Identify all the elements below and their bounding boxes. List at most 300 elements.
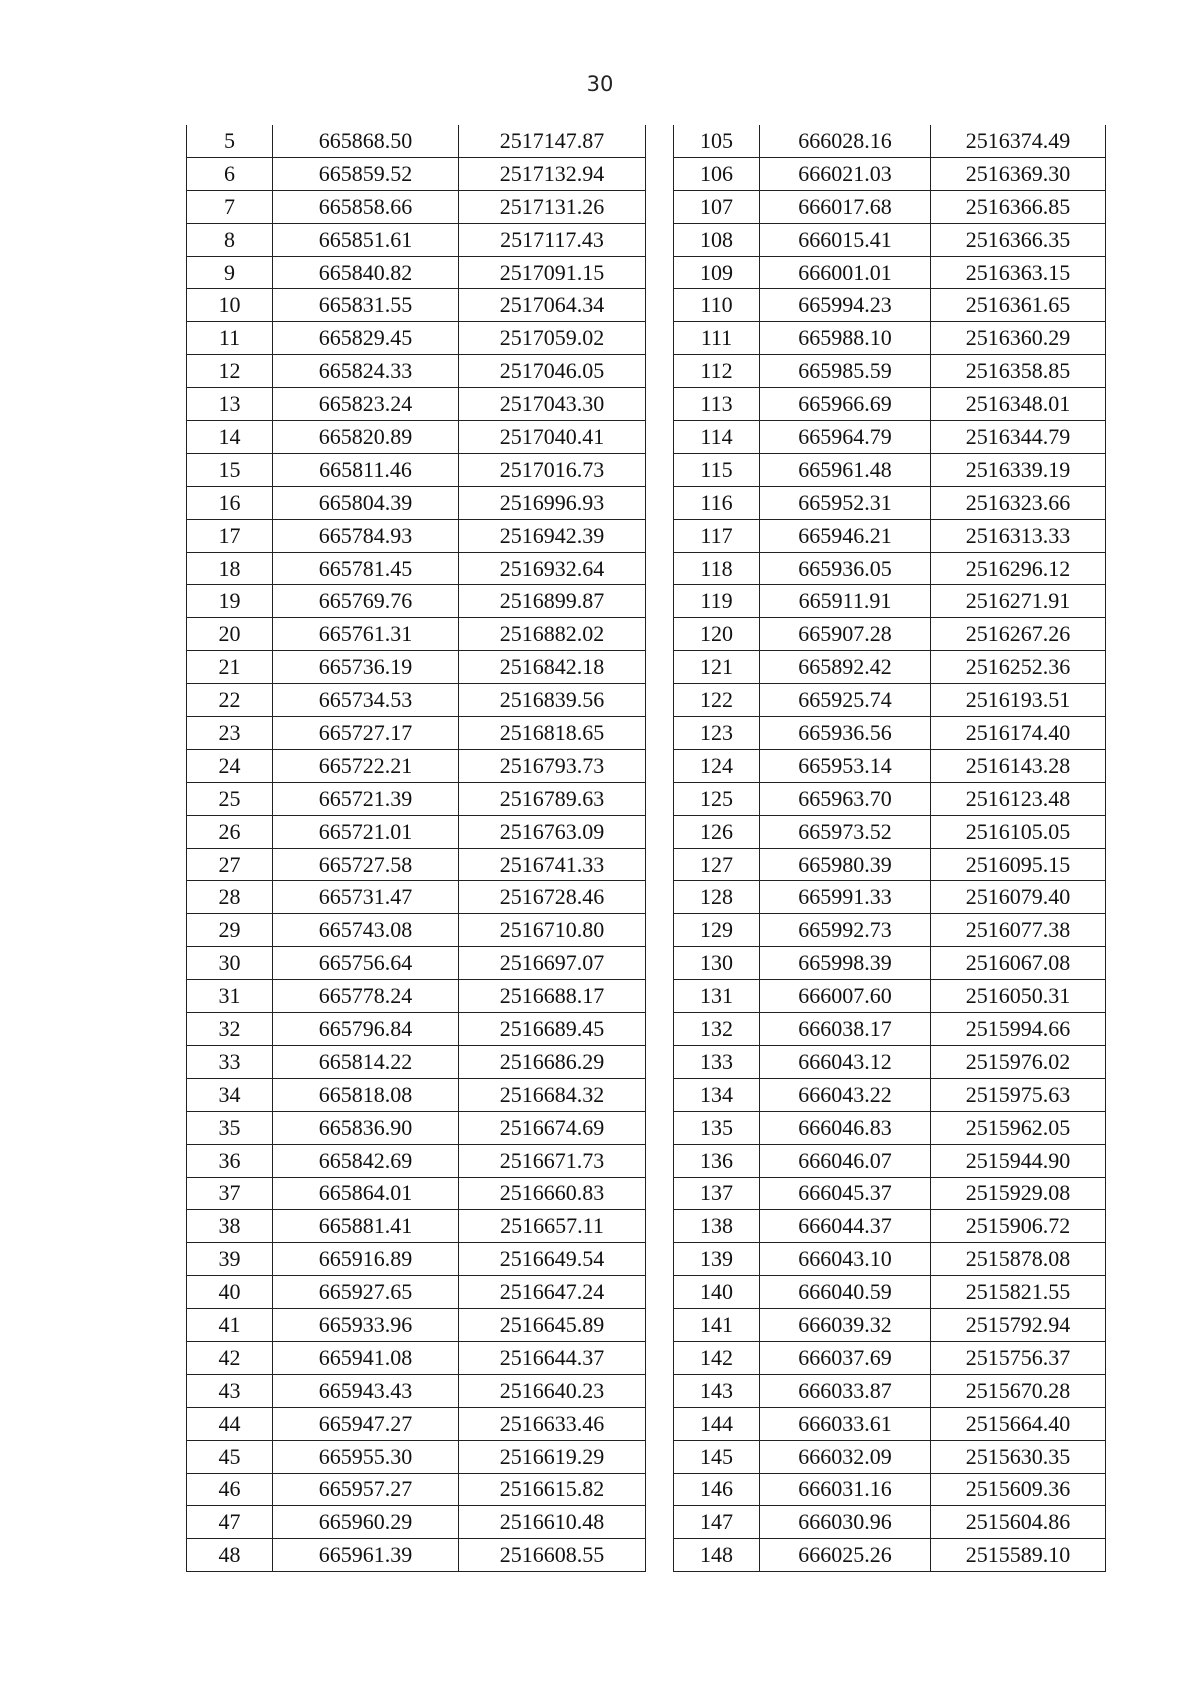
y-coordinate-cell: 2516067.08 — [931, 947, 1106, 980]
x-coordinate-cell: 665829.45 — [273, 322, 459, 355]
point-number-cell: 32 — [187, 1013, 273, 1046]
y-coordinate-cell: 2516348.01 — [931, 388, 1106, 421]
point-number-cell: 19 — [187, 585, 273, 618]
table-row — [187, 1506, 646, 1539]
page-number: 30 — [586, 72, 614, 96]
y-coordinate-cell: 2516050.31 — [931, 980, 1106, 1013]
x-coordinate-cell: 665820.89 — [273, 421, 459, 454]
point-number-cell: 133 — [674, 1045, 760, 1078]
x-coordinate-cell: 666025.26 — [760, 1539, 931, 1572]
y-coordinate-cell: 2515975.63 — [931, 1078, 1106, 1111]
table-row — [674, 552, 1106, 585]
table-row — [187, 1276, 646, 1309]
point-number-cell: 123 — [674, 717, 760, 750]
point-number-cell: 10 — [187, 289, 273, 322]
point-number-cell: 146 — [674, 1473, 760, 1506]
point-number-cell: 41 — [187, 1309, 273, 1342]
point-number-cell: 114 — [674, 421, 760, 454]
x-coordinate-cell: 665936.05 — [760, 552, 931, 585]
table-row — [187, 1045, 646, 1078]
point-number-cell: 29 — [187, 914, 273, 947]
x-coordinate-cell: 665933.96 — [273, 1309, 459, 1342]
y-coordinate-cell: 2516644.37 — [459, 1341, 646, 1374]
point-number-cell: 122 — [674, 684, 760, 717]
table-row — [187, 519, 646, 552]
y-coordinate-cell: 2517040.41 — [459, 421, 646, 454]
table-row — [674, 256, 1106, 289]
x-coordinate-cell: 665811.46 — [273, 453, 459, 486]
y-coordinate-cell: 2516674.69 — [459, 1111, 646, 1144]
point-number-cell: 137 — [674, 1177, 760, 1210]
point-number-cell: 34 — [187, 1078, 273, 1111]
point-number-cell: 141 — [674, 1309, 760, 1342]
point-number-cell: 130 — [674, 947, 760, 980]
x-coordinate-cell: 665840.82 — [273, 256, 459, 289]
x-coordinate-cell: 665851.61 — [273, 223, 459, 256]
table-row — [187, 1407, 646, 1440]
table-row — [187, 223, 646, 256]
x-coordinate-cell: 665991.33 — [760, 881, 931, 914]
x-coordinate-cell: 666032.09 — [760, 1440, 931, 1473]
x-coordinate-cell: 666031.16 — [760, 1473, 931, 1506]
point-number-cell: 142 — [674, 1341, 760, 1374]
table-row — [674, 1210, 1106, 1243]
y-coordinate-cell: 2516079.40 — [931, 881, 1106, 914]
y-coordinate-cell: 2515994.66 — [931, 1013, 1106, 1046]
table-row — [187, 1013, 646, 1046]
x-coordinate-cell: 666033.61 — [760, 1407, 931, 1440]
x-coordinate-cell: 665727.17 — [273, 717, 459, 750]
y-coordinate-cell: 2516899.87 — [459, 585, 646, 618]
point-number-cell: 144 — [674, 1407, 760, 1440]
point-number-cell: 22 — [187, 684, 273, 717]
x-coordinate-cell: 665957.27 — [273, 1473, 459, 1506]
x-coordinate-cell: 665892.42 — [760, 651, 931, 684]
y-coordinate-cell: 2516252.36 — [931, 651, 1106, 684]
x-coordinate-cell: 665818.08 — [273, 1078, 459, 1111]
coordinate-table-right — [673, 125, 1106, 1572]
point-number-cell: 30 — [187, 947, 273, 980]
x-coordinate-cell: 665925.74 — [760, 684, 931, 717]
table-row — [674, 421, 1106, 454]
y-coordinate-cell: 2515756.37 — [931, 1341, 1106, 1374]
point-number-cell: 8 — [187, 223, 273, 256]
y-coordinate-cell: 2516882.02 — [459, 618, 646, 651]
y-coordinate-cell: 2516686.29 — [459, 1045, 646, 1078]
x-coordinate-cell: 665955.30 — [273, 1440, 459, 1473]
point-number-cell: 148 — [674, 1539, 760, 1572]
y-coordinate-cell: 2516932.64 — [459, 552, 646, 585]
point-number-cell: 37 — [187, 1177, 273, 1210]
y-coordinate-cell: 2515609.36 — [931, 1473, 1106, 1506]
y-coordinate-cell: 2516640.23 — [459, 1374, 646, 1407]
x-coordinate-cell: 665864.01 — [273, 1177, 459, 1210]
x-coordinate-cell: 665961.39 — [273, 1539, 459, 1572]
point-number-cell: 124 — [674, 749, 760, 782]
y-coordinate-cell: 2516193.51 — [931, 684, 1106, 717]
x-coordinate-cell: 665722.21 — [273, 749, 459, 782]
x-coordinate-cell: 666017.68 — [760, 190, 931, 223]
point-number-cell: 134 — [674, 1078, 760, 1111]
y-coordinate-cell: 2517131.26 — [459, 190, 646, 223]
y-coordinate-cell: 2516633.46 — [459, 1407, 646, 1440]
y-coordinate-cell: 2516619.29 — [459, 1440, 646, 1473]
table-row — [674, 1440, 1106, 1473]
table-row — [674, 848, 1106, 881]
x-coordinate-cell: 665936.56 — [760, 717, 931, 750]
point-number-cell: 120 — [674, 618, 760, 651]
x-coordinate-cell: 665721.39 — [273, 782, 459, 815]
point-number-cell: 47 — [187, 1506, 273, 1539]
x-coordinate-cell: 665784.93 — [273, 519, 459, 552]
point-number-cell: 7 — [187, 190, 273, 223]
table-row — [674, 947, 1106, 980]
y-coordinate-cell: 2516942.39 — [459, 519, 646, 552]
point-number-cell: 46 — [187, 1473, 273, 1506]
point-number-cell: 128 — [674, 881, 760, 914]
x-coordinate-cell: 665953.14 — [760, 749, 931, 782]
point-number-cell: 139 — [674, 1243, 760, 1276]
point-number-cell: 40 — [187, 1276, 273, 1309]
x-coordinate-cell: 665907.28 — [760, 618, 931, 651]
table-row — [187, 618, 646, 651]
point-number-cell: 145 — [674, 1440, 760, 1473]
x-coordinate-cell: 666044.37 — [760, 1210, 931, 1243]
y-coordinate-cell: 2517043.30 — [459, 388, 646, 421]
point-number-cell: 24 — [187, 749, 273, 782]
x-coordinate-cell: 666037.69 — [760, 1341, 931, 1374]
y-coordinate-cell: 2515589.10 — [931, 1539, 1106, 1572]
point-number-cell: 48 — [187, 1539, 273, 1572]
x-coordinate-cell: 665859.52 — [273, 157, 459, 190]
x-coordinate-cell: 665756.64 — [273, 947, 459, 980]
point-number-cell: 125 — [674, 782, 760, 815]
x-coordinate-cell: 665836.90 — [273, 1111, 459, 1144]
point-number-cell: 26 — [187, 815, 273, 848]
x-coordinate-cell: 665941.08 — [273, 1341, 459, 1374]
y-coordinate-cell: 2516741.33 — [459, 848, 646, 881]
x-coordinate-cell: 666045.37 — [760, 1177, 931, 1210]
y-coordinate-cell: 2517046.05 — [459, 355, 646, 388]
point-number-cell: 13 — [187, 388, 273, 421]
table-row — [674, 651, 1106, 684]
table-row — [187, 815, 646, 848]
y-coordinate-cell: 2517091.15 — [459, 256, 646, 289]
y-coordinate-cell: 2515630.35 — [931, 1440, 1106, 1473]
x-coordinate-cell: 665966.69 — [760, 388, 931, 421]
point-number-cell: 117 — [674, 519, 760, 552]
x-coordinate-cell: 666046.83 — [760, 1111, 931, 1144]
table-row — [187, 1243, 646, 1276]
y-coordinate-cell: 2516608.55 — [459, 1539, 646, 1572]
point-number-cell: 138 — [674, 1210, 760, 1243]
point-number-cell: 45 — [187, 1440, 273, 1473]
point-number-cell: 119 — [674, 585, 760, 618]
y-coordinate-cell: 2516358.85 — [931, 355, 1106, 388]
point-number-cell: 127 — [674, 848, 760, 881]
x-coordinate-cell: 665769.76 — [273, 585, 459, 618]
table-row — [187, 1111, 646, 1144]
y-coordinate-cell: 2516366.85 — [931, 190, 1106, 223]
x-coordinate-cell: 665781.45 — [273, 552, 459, 585]
y-coordinate-cell: 2516313.33 — [931, 519, 1106, 552]
point-number-cell: 33 — [187, 1045, 273, 1078]
table-row — [674, 684, 1106, 717]
table-row — [187, 1309, 646, 1342]
y-coordinate-cell: 2516615.82 — [459, 1473, 646, 1506]
point-number-cell: 115 — [674, 453, 760, 486]
point-number-cell: 147 — [674, 1506, 760, 1539]
table-row — [674, 1539, 1106, 1572]
y-coordinate-cell: 2516710.80 — [459, 914, 646, 947]
table-row — [187, 1078, 646, 1111]
point-number-cell: 39 — [187, 1243, 273, 1276]
table-row — [674, 1341, 1106, 1374]
point-number-cell: 18 — [187, 552, 273, 585]
point-number-cell: 36 — [187, 1144, 273, 1177]
table-row — [674, 1374, 1106, 1407]
x-coordinate-cell: 665824.33 — [273, 355, 459, 388]
y-coordinate-cell: 2516361.65 — [931, 289, 1106, 322]
point-number-cell: 121 — [674, 651, 760, 684]
y-coordinate-cell: 2516105.05 — [931, 815, 1106, 848]
x-coordinate-cell: 665988.10 — [760, 322, 931, 355]
x-coordinate-cell: 665943.43 — [273, 1374, 459, 1407]
y-coordinate-cell: 2515664.40 — [931, 1407, 1106, 1440]
y-coordinate-cell: 2517064.34 — [459, 289, 646, 322]
point-number-cell: 106 — [674, 157, 760, 190]
point-number-cell: 38 — [187, 1210, 273, 1243]
y-coordinate-cell: 2516657.11 — [459, 1210, 646, 1243]
point-number-cell: 42 — [187, 1341, 273, 1374]
y-coordinate-cell: 2516689.45 — [459, 1013, 646, 1046]
point-number-cell: 131 — [674, 980, 760, 1013]
table-row — [187, 453, 646, 486]
point-number-cell: 143 — [674, 1374, 760, 1407]
table-row — [187, 1144, 646, 1177]
table-row — [674, 486, 1106, 519]
point-number-cell: 129 — [674, 914, 760, 947]
table-row — [187, 157, 646, 190]
point-number-cell: 5 — [187, 125, 273, 157]
point-number-cell: 109 — [674, 256, 760, 289]
table-row — [187, 256, 646, 289]
x-coordinate-cell: 666038.17 — [760, 1013, 931, 1046]
table-row — [187, 1473, 646, 1506]
y-coordinate-cell: 2516296.12 — [931, 552, 1106, 585]
x-coordinate-cell: 665980.39 — [760, 848, 931, 881]
table-row — [674, 388, 1106, 421]
point-number-cell: 113 — [674, 388, 760, 421]
y-coordinate-cell: 2515962.05 — [931, 1111, 1106, 1144]
x-coordinate-cell: 665916.89 — [273, 1243, 459, 1276]
x-coordinate-cell: 666040.59 — [760, 1276, 931, 1309]
point-number-cell: 132 — [674, 1013, 760, 1046]
x-coordinate-cell: 665964.79 — [760, 421, 931, 454]
point-number-cell: 112 — [674, 355, 760, 388]
y-coordinate-cell: 2516671.73 — [459, 1144, 646, 1177]
table-row — [187, 190, 646, 223]
y-coordinate-cell: 2516344.79 — [931, 421, 1106, 454]
y-coordinate-cell: 2517016.73 — [459, 453, 646, 486]
table-row — [674, 1309, 1106, 1342]
point-number-cell: 11 — [187, 322, 273, 355]
table-row — [674, 717, 1106, 750]
table-row — [187, 980, 646, 1013]
coordinate-table-left-body — [187, 125, 646, 1572]
y-coordinate-cell: 2516360.29 — [931, 322, 1106, 355]
x-coordinate-cell: 665963.70 — [760, 782, 931, 815]
x-coordinate-cell: 665814.22 — [273, 1045, 459, 1078]
x-coordinate-cell: 665947.27 — [273, 1407, 459, 1440]
table-row — [674, 223, 1106, 256]
y-coordinate-cell: 2516369.30 — [931, 157, 1106, 190]
y-coordinate-cell: 2516339.19 — [931, 453, 1106, 486]
table-row — [674, 289, 1106, 322]
y-coordinate-cell: 2515821.55 — [931, 1276, 1106, 1309]
point-number-cell: 105 — [674, 125, 760, 157]
y-coordinate-cell: 2516645.89 — [459, 1309, 646, 1342]
x-coordinate-cell: 666001.01 — [760, 256, 931, 289]
x-coordinate-cell: 665743.08 — [273, 914, 459, 947]
point-number-cell: 35 — [187, 1111, 273, 1144]
point-number-cell: 14 — [187, 421, 273, 454]
table-row — [674, 1473, 1106, 1506]
y-coordinate-cell: 2516271.91 — [931, 585, 1106, 618]
table-row — [674, 1013, 1106, 1046]
x-coordinate-cell: 665960.29 — [273, 1506, 459, 1539]
x-coordinate-cell: 665721.01 — [273, 815, 459, 848]
y-coordinate-cell: 2516610.48 — [459, 1506, 646, 1539]
point-number-cell: 9 — [187, 256, 273, 289]
table-row — [674, 322, 1106, 355]
table-row — [674, 1506, 1106, 1539]
point-number-cell: 27 — [187, 848, 273, 881]
y-coordinate-cell: 2515792.94 — [931, 1309, 1106, 1342]
table-row — [187, 914, 646, 947]
x-coordinate-cell: 666021.03 — [760, 157, 931, 190]
x-coordinate-cell: 665961.48 — [760, 453, 931, 486]
y-coordinate-cell: 2516366.35 — [931, 223, 1106, 256]
x-coordinate-cell: 666028.16 — [760, 125, 931, 157]
point-number-cell: 110 — [674, 289, 760, 322]
y-coordinate-cell: 2516842.18 — [459, 651, 646, 684]
x-coordinate-cell: 665831.55 — [273, 289, 459, 322]
table-row — [187, 585, 646, 618]
x-coordinate-cell: 665842.69 — [273, 1144, 459, 1177]
y-coordinate-cell: 2516649.54 — [459, 1243, 646, 1276]
y-coordinate-cell: 2516143.28 — [931, 749, 1106, 782]
table-row — [674, 519, 1106, 552]
point-number-cell: 126 — [674, 815, 760, 848]
table-row — [674, 1045, 1106, 1078]
table-row — [187, 1177, 646, 1210]
table-row — [187, 552, 646, 585]
y-coordinate-cell: 2517117.43 — [459, 223, 646, 256]
x-coordinate-cell: 665946.21 — [760, 519, 931, 552]
point-number-cell: 23 — [187, 717, 273, 750]
table-row — [674, 355, 1106, 388]
point-number-cell: 116 — [674, 486, 760, 519]
x-coordinate-cell: 665952.31 — [760, 486, 931, 519]
point-number-cell: 16 — [187, 486, 273, 519]
table-row — [187, 1440, 646, 1473]
table-row — [674, 815, 1106, 848]
table-row — [187, 388, 646, 421]
x-coordinate-cell: 666033.87 — [760, 1374, 931, 1407]
x-coordinate-cell: 665761.31 — [273, 618, 459, 651]
y-coordinate-cell: 2515976.02 — [931, 1045, 1106, 1078]
table-row — [674, 782, 1106, 815]
y-coordinate-cell: 2516647.24 — [459, 1276, 646, 1309]
point-number-cell: 12 — [187, 355, 273, 388]
table-row — [674, 914, 1106, 947]
y-coordinate-cell: 2516688.17 — [459, 980, 646, 1013]
x-coordinate-cell: 665985.59 — [760, 355, 931, 388]
table-row — [187, 717, 646, 750]
y-coordinate-cell: 2516267.26 — [931, 618, 1106, 651]
table-row — [187, 1539, 646, 1572]
table-row — [674, 1276, 1106, 1309]
table-row — [187, 684, 646, 717]
coordinate-table-left — [186, 125, 646, 1572]
point-number-cell: 136 — [674, 1144, 760, 1177]
point-number-cell: 20 — [187, 618, 273, 651]
x-coordinate-cell: 665927.65 — [273, 1276, 459, 1309]
table-row — [674, 1407, 1106, 1440]
y-coordinate-cell: 2517059.02 — [459, 322, 646, 355]
x-coordinate-cell: 665736.19 — [273, 651, 459, 684]
x-coordinate-cell: 665973.52 — [760, 815, 931, 848]
x-coordinate-cell: 666043.12 — [760, 1045, 931, 1078]
table-row — [187, 289, 646, 322]
y-coordinate-cell: 2516077.38 — [931, 914, 1106, 947]
table-row — [674, 749, 1106, 782]
x-coordinate-cell: 665858.66 — [273, 190, 459, 223]
y-coordinate-cell: 2516818.65 — [459, 717, 646, 750]
point-number-cell: 25 — [187, 782, 273, 815]
x-coordinate-cell: 666043.22 — [760, 1078, 931, 1111]
y-coordinate-cell: 2516374.49 — [931, 125, 1106, 157]
x-coordinate-cell: 665881.41 — [273, 1210, 459, 1243]
x-coordinate-cell: 665734.53 — [273, 684, 459, 717]
x-coordinate-cell: 665911.91 — [760, 585, 931, 618]
y-coordinate-cell: 2515944.90 — [931, 1144, 1106, 1177]
x-coordinate-cell: 666015.41 — [760, 223, 931, 256]
table-row — [674, 1243, 1106, 1276]
table-row — [187, 322, 646, 355]
point-number-cell: 31 — [187, 980, 273, 1013]
x-coordinate-cell: 666030.96 — [760, 1506, 931, 1539]
table-row — [674, 453, 1106, 486]
y-coordinate-cell: 2516763.09 — [459, 815, 646, 848]
point-number-cell: 6 — [187, 157, 273, 190]
y-coordinate-cell: 2515670.28 — [931, 1374, 1106, 1407]
y-coordinate-cell: 2516123.48 — [931, 782, 1106, 815]
y-coordinate-cell: 2515878.08 — [931, 1243, 1106, 1276]
table-row — [674, 1144, 1106, 1177]
table-row — [187, 355, 646, 388]
y-coordinate-cell: 2515604.86 — [931, 1506, 1106, 1539]
table-row — [187, 1374, 646, 1407]
x-coordinate-cell: 665823.24 — [273, 388, 459, 421]
y-coordinate-cell: 2516363.15 — [931, 256, 1106, 289]
table-row — [187, 486, 646, 519]
point-number-cell: 111 — [674, 322, 760, 355]
y-coordinate-cell: 2517132.94 — [459, 157, 646, 190]
x-coordinate-cell: 666043.10 — [760, 1243, 931, 1276]
table-row — [187, 1341, 646, 1374]
